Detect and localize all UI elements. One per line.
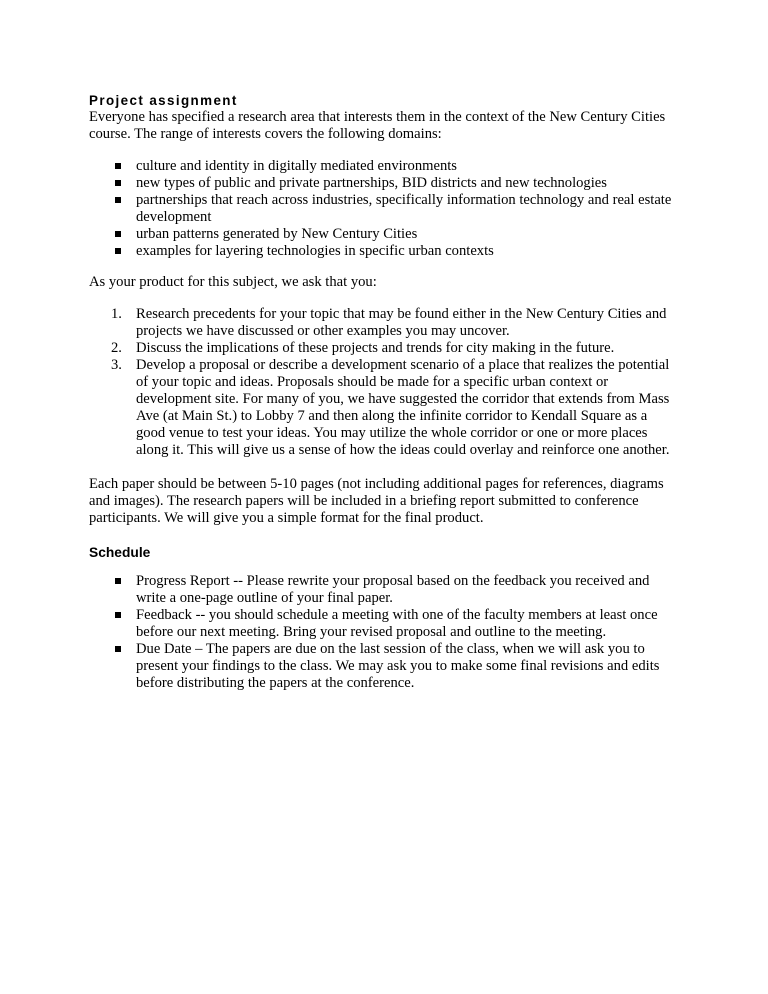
domains-list bbox=[89, 158, 679, 260]
list-item: urban patterns generated by New Century Cities bbox=[136, 226, 679, 243]
square-bullet-icon bbox=[115, 180, 121, 186]
step-text: Develop a proposal or describe a development scenario of a place that realizes the potential of your topic and ideas. Proposals should be made for a specific urban context or development site. For many of you, we have suggested the corridor that extends from Mass Ave (at Main St.) to Lobby 7 and then along the infinite corridor to Kendall Square as a good venue to test your ideas. You may utilize the whole corridor or one or more places along it. This will give us a sense of how the ideas could overlay and reinforce one another. bbox=[136, 357, 670, 458]
square-bullet-icon bbox=[115, 646, 121, 652]
list-item bbox=[111, 357, 679, 459]
list-item: new types of public and private partnerships, BID districts and new technologies bbox=[136, 175, 679, 192]
list-item: culture and identity in digitally mediated environments bbox=[136, 158, 679, 175]
square-bullet-icon bbox=[115, 248, 121, 254]
steps-list bbox=[89, 306, 679, 459]
list-item bbox=[111, 306, 679, 340]
list-item: partnerships that reach across industries, specifically information technology and real estate development bbox=[136, 192, 679, 226]
square-bullet-icon bbox=[115, 578, 121, 584]
step-text: Discuss the implications of these projects and trends for city making in the future. bbox=[136, 340, 615, 356]
list-item bbox=[111, 340, 679, 357]
list-item: examples for layering technologies in specific urban contexts bbox=[136, 243, 679, 260]
intro-paragraph: Everyone has specified a research area that interests them in the context of the New Century Cities course. The range of interests covers the following domains: bbox=[89, 109, 666, 142]
project-assignment-heading: Project assignment bbox=[89, 93, 238, 108]
square-bullet-icon bbox=[115, 231, 121, 237]
document-page bbox=[89, 92, 679, 692]
square-bullet-icon bbox=[115, 163, 121, 169]
step-number: 2. bbox=[111, 340, 122, 356]
step-text: Research precedents for your topic that may be found either in the New Century Cities and projects we have discussed or other examples you may uncover. bbox=[136, 306, 667, 339]
list-item: Feedback -- you should schedule a meeting with one of the faculty members at least once before our next meeting. Bring your revised proposal and outline to the meeting. bbox=[136, 607, 679, 641]
list-item: Due Date – The papers are due on the last session of the class, when we will ask you to present your findings to the class. We may ask you to make some final revisions and edits before distributing the papers at the conference. bbox=[136, 641, 679, 692]
schedule-heading: Schedule bbox=[89, 545, 151, 560]
step-number: 3. bbox=[111, 357, 122, 373]
square-bullet-icon bbox=[115, 197, 121, 203]
step-number: 1. bbox=[111, 306, 122, 322]
list-item: Progress Report -- Please rewrite your proposal based on the feedback you received and write a one-page outline of your final paper. bbox=[136, 573, 679, 607]
paper-info-paragraph: Each paper should be between 5-10 pages (not including additional pages for references, diagrams and images). The research papers will be included in a briefing report submitted to conference participants. We will give you a simple format for the final product. bbox=[89, 476, 664, 526]
product-intro-paragraph: As your product for this subject, we ask that you: bbox=[89, 274, 377, 290]
square-bullet-icon bbox=[115, 612, 121, 618]
schedule-list bbox=[89, 573, 679, 692]
